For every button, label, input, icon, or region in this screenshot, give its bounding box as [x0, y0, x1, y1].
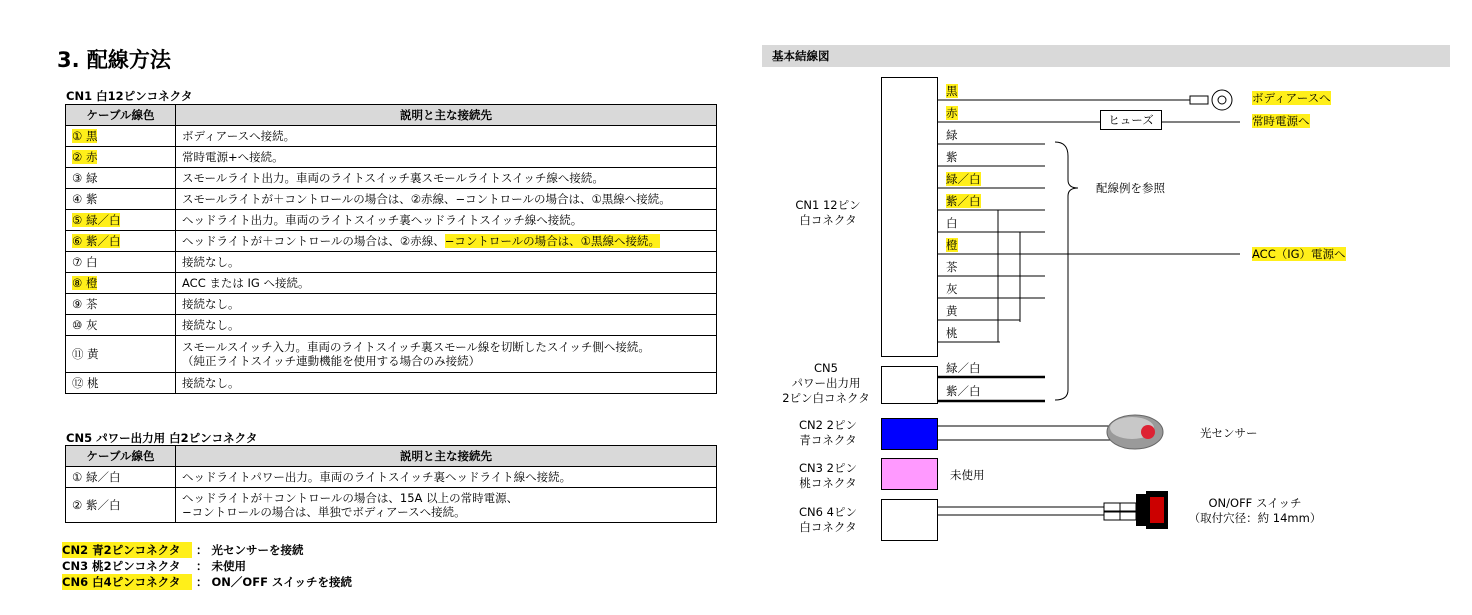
- wire-label-yellow: 黄: [946, 304, 958, 318]
- cn1-color-text: ⑤ 緑／白: [72, 213, 121, 227]
- cn6-label: [783, 505, 873, 535]
- label-line: CN2 2ピン: [799, 418, 857, 432]
- cn1-color-text: ⑧ 橙: [72, 276, 98, 290]
- cn5-header-desc: 説明と主な接続先: [176, 446, 717, 467]
- note-sep: ：: [196, 575, 208, 589]
- wire-label-brown: 茶: [946, 260, 958, 274]
- cn5-connector: [881, 366, 938, 404]
- fuse-box: ヒューズ: [1100, 110, 1162, 130]
- note-label: CN2 青2ピンコネクタ: [62, 542, 192, 558]
- cn5-wire-purple-white: 紫／白: [946, 384, 981, 398]
- cn1-color-text: ⑦ 白: [72, 255, 98, 269]
- light-sensor-label: 光センサー: [1200, 426, 1258, 440]
- wire-label-gray: 灰: [946, 282, 958, 296]
- cn5-desc-line: ヘッドライトが＋コントロールの場合は、15A 以上の常時電源、: [182, 491, 519, 505]
- label-line: 2ピン白コネクタ: [782, 391, 870, 405]
- diagram-title: 基本結線図: [762, 45, 1450, 67]
- cn2-connector: [881, 418, 938, 450]
- label-line: パワー出力用: [791, 376, 861, 390]
- cn1-heading: CN1 白12ピンコネクタ: [66, 89, 193, 103]
- cn1-color-text: ⑫ 桃: [72, 376, 99, 390]
- cn1-desc: 接続なし。: [176, 373, 717, 394]
- cn1-color-text: ⑥ 紫／白: [72, 234, 121, 248]
- cn5-desc: ヘッドライトパワー出力。車両のライトスイッチ裏ヘッドライト線へ接続。: [176, 467, 717, 488]
- cn1-color-text: ① 黒: [72, 129, 98, 143]
- note-value: 未使用: [211, 559, 247, 573]
- label-line: CN6 4ピン: [799, 505, 857, 519]
- cn5-color: ② 紫／白: [66, 488, 176, 523]
- wire-label-black: 黒: [946, 84, 958, 98]
- cn1-desc: スモールライトが＋コントロールの場合は、②赤線、−コントロールの場合は、①黒線へ接続。: [176, 189, 717, 210]
- cn5-label: [773, 361, 879, 406]
- cn1-desc-part: ヘッドライトが＋コントロールの場合は、②赤線、: [182, 234, 445, 248]
- wire-label-orange: 橙: [946, 238, 958, 252]
- acc-label: ACC（IG）電源へ: [1252, 247, 1346, 261]
- cn2-label: [783, 418, 873, 448]
- note-value: ON／OFF スイッチを接続: [211, 575, 352, 589]
- wire-label-white: 白: [946, 216, 958, 230]
- cn5-desc-line: −コントロールの場合は、単独でボディアースへ接続。: [182, 505, 466, 519]
- cn1-label: [783, 198, 873, 228]
- cn3-label: [783, 461, 873, 491]
- label-line: CN5: [814, 361, 838, 375]
- cn1-color-text: ④ 紫: [72, 192, 98, 206]
- cn1-desc-line: （純正ライトスイッチ連動機能を使用する場合のみ接続）: [182, 354, 481, 368]
- cn1-desc: 接続なし。: [176, 315, 717, 336]
- cn5-header-color: ケーブル線色: [66, 446, 176, 467]
- label-line: CN3 2ピン: [799, 461, 857, 475]
- body-earth-label: ボディアースへ: [1252, 91, 1331, 105]
- cn1-desc: ACC または IG へ接続。: [176, 273, 717, 294]
- constant-power-label: 常時電源へ: [1252, 114, 1310, 128]
- cn1-color-text: ② 赤: [72, 150, 98, 164]
- label-line: 白コネクタ: [799, 520, 857, 534]
- wire-label-purple-white: 紫／白: [946, 194, 981, 208]
- label-line: 白コネクタ: [799, 213, 857, 227]
- cn1-connector: [881, 77, 938, 357]
- cn1-color-text: ⑨ 茶: [72, 297, 98, 311]
- wire-label-green-white: 緑／白: [946, 172, 981, 186]
- cn1-header-color: ケーブル線色: [66, 105, 176, 126]
- cn1-desc: ヘッドライト出力。車両のライトスイッチ裏ヘッドライトスイッチ線へ接続。: [176, 210, 717, 231]
- cn1-desc: ボディアースへ接続。: [176, 126, 717, 147]
- label-line: 桃コネクタ: [799, 476, 857, 490]
- note-value: 光センサーを接続: [211, 543, 304, 557]
- wire-label-purple: 紫: [946, 150, 958, 164]
- cn5-color: ① 緑／白: [66, 467, 176, 488]
- label-line: 青コネクタ: [799, 433, 857, 447]
- cn1-header-desc: 説明と主な接続先: [176, 105, 717, 126]
- cn3-connector: [881, 458, 938, 490]
- cn1-desc-part: −コントロールの場合は、①黒線へ接続。: [444, 234, 660, 248]
- cn1-color-text: ⑩ 灰: [72, 318, 98, 332]
- cn6-connector: [881, 499, 938, 541]
- note-label: CN6 白4ピンコネクタ: [62, 574, 192, 590]
- label-line: （取付穴径：約 14mm）: [1188, 511, 1322, 525]
- wire-label-red: 赤: [946, 106, 958, 120]
- label-line: ON/OFF スイッチ: [1208, 496, 1302, 510]
- note-label: CN3 桃2ピンコネクタ: [62, 559, 181, 573]
- cn1-color-text: ⑪ 黄: [72, 347, 99, 361]
- cn1-desc: スモールライト出力。車両のライトスイッチ裏スモールライトスイッチ線へ接続。: [176, 168, 717, 189]
- note-sep: ：: [196, 543, 208, 557]
- cn5-wire-green-white: 緑／白: [946, 361, 981, 375]
- cn1-desc-line: スモールスイッチ入力。車両のライトスイッチ裏スモール線を切断したスイッチ側へ接続。: [182, 340, 650, 354]
- unused-label: 未使用: [950, 468, 985, 482]
- cn1-desc: 接続なし。: [176, 294, 717, 315]
- cn1-desc: 常時電源+へ接続。: [176, 147, 717, 168]
- cn1-color-text: ③ 緑: [72, 171, 98, 185]
- wire-label-pink: 桃: [946, 326, 958, 340]
- cn5-heading: CN5 パワー出力用 白2ピンコネクタ: [66, 431, 258, 445]
- cn1-desc: 接続なし。: [176, 252, 717, 273]
- note-sep: ：: [196, 559, 208, 573]
- section-title: 3. 配線方法: [57, 48, 171, 72]
- label-line: CN1 12ピン: [795, 198, 861, 212]
- switch-label: [1180, 496, 1330, 526]
- wiring-ref-label: 配線例を参照: [1096, 181, 1165, 195]
- wire-label-green: 緑: [946, 128, 958, 142]
